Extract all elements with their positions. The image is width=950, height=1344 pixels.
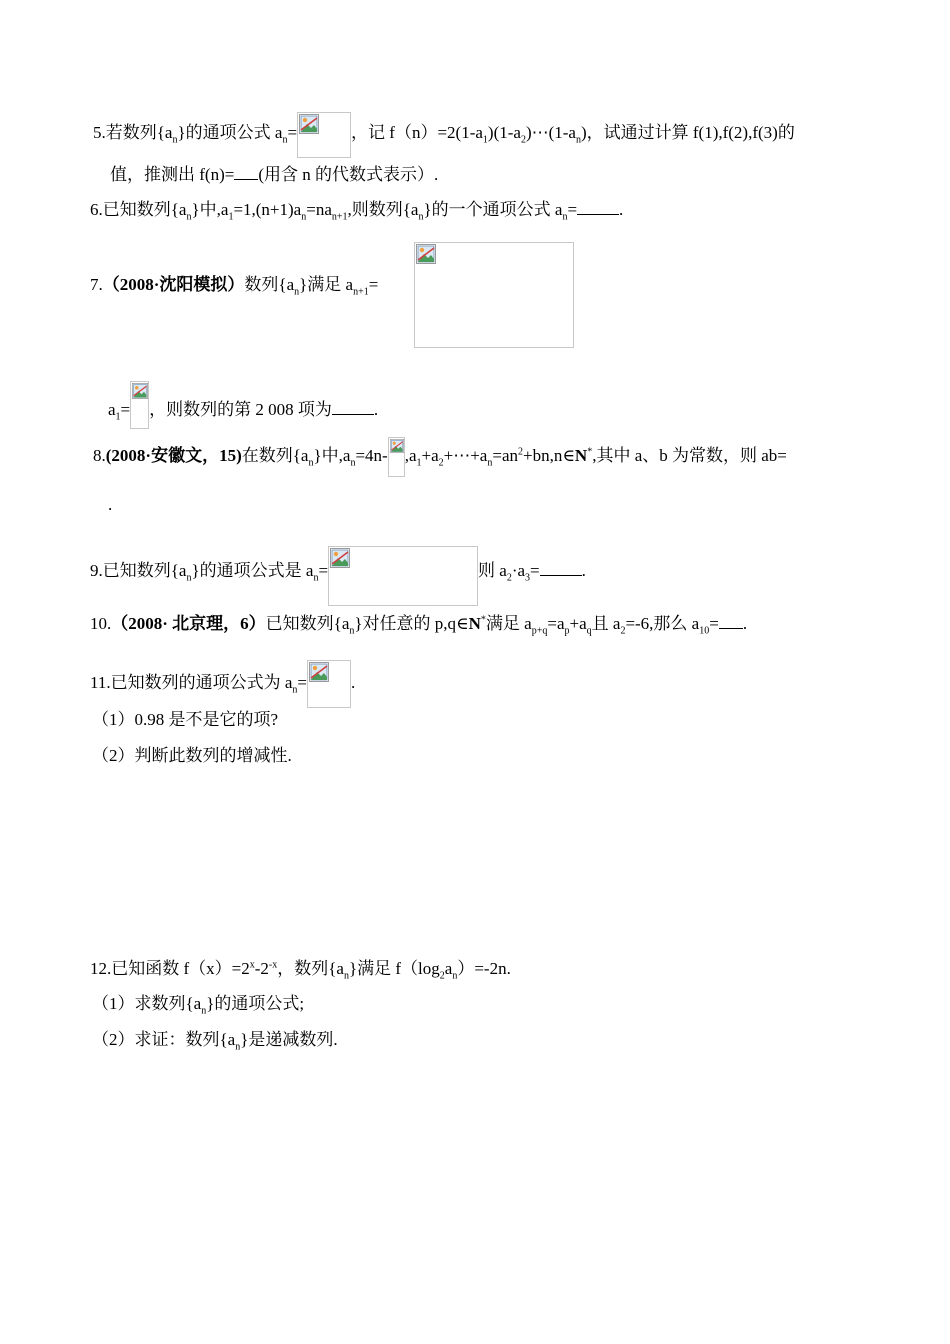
- broken-image-icon: [390, 439, 404, 453]
- question-12-part-1: （1）求数列$\{a_n\}$的通项公式;: [92, 994, 305, 1017]
- formula-image-q7-initial: [130, 381, 149, 429]
- question-12-part-2: （2）求证：数列$\{a_n\}$是递减数列.: [92, 1030, 338, 1053]
- broken-image-icon: [309, 662, 329, 682]
- formula-image-q5: [297, 112, 351, 158]
- broken-image-icon: [330, 548, 350, 568]
- broken-image-icon: [132, 383, 148, 399]
- question-9: 9.已知数列$\{a_n\}$的通项公式是 $a_n=$ 则 $a_2\cdot a_3=$ .: [90, 546, 586, 606]
- q8-source: (2008·安徽文，15): [105, 446, 242, 465]
- formula-image-q7-recurrence: [414, 242, 574, 348]
- question-11-part-1: （1）0.98 是不是它的项?: [92, 710, 279, 729]
- question-6: 6.已知数列$\{a_n\}$中$,a_1=1,(n+1)a_n=na_{n+1}$,则数列$\{a_n\}$的一个通项公式 $a_n=$ .: [90, 200, 624, 223]
- question-7-line-2: $a_1=$ ，则数列的第 2 008 项为 .: [108, 381, 378, 429]
- question-7: 7.（2008·沈阳模拟）数列$\{a_n\}$满足 $a_{n+1}=$: [90, 275, 379, 298]
- answer-blank: [719, 614, 743, 629]
- q7-source: （2008·沈阳模拟）: [102, 275, 245, 294]
- answer-blank: [234, 165, 258, 180]
- question-10: 10.（2008· 北京理，6）已知数列$\{a_n\}$对任意的 p,q∈N*满足 $a_{p+q}=a_p+a_q$且 $a_2=-6$,那么 $a_{10}=$ .: [90, 614, 748, 637]
- answer-blank: [540, 561, 582, 576]
- answer-blank: [332, 400, 374, 415]
- formula-image-q8: [388, 437, 405, 477]
- q5-number: 5.: [93, 123, 106, 142]
- question-5-line-2: 值，推测出 f(n)= (用含 n 的代数式表示）.: [110, 165, 439, 184]
- question-5: 5.若数列$\{a_n\}$的通项公式 $a_n=$ ，记 $f(n)=2(1-a_1)(1-a_2)\cdots(1-a_n)$，试通过计算 f(1),f(2),f(3)的: [93, 112, 795, 158]
- broken-image-icon: [416, 244, 436, 264]
- question-11-part-2: （2）判断此数列的增减性.: [92, 746, 292, 765]
- question-12: 12.已知函数 $f(x)=2^x-2^{-x}$，数列$\{a_n\}$满足 $f(\log_2a_n)=-2n$.: [90, 959, 511, 982]
- formula-image-q11: [307, 660, 351, 708]
- question-8-line-2: .: [108, 495, 113, 514]
- answer-blank: [577, 200, 619, 215]
- formula-image-q9: [328, 546, 478, 606]
- q10-source: （2008· 北京理，6）: [111, 614, 266, 633]
- question-8: 8.(2008·安徽文，15)在数列$\{a_n\}$中$,a_n=4n-$ $,a_1+a_2+\cdots+a_n=an^2+bn,n\in N^*$,其中 a、b 为常数，则 ab=: [93, 437, 787, 477]
- broken-image-icon: [299, 114, 319, 134]
- question-11: 11.已知数列的通项公式为 $a_n=$ .: [90, 660, 355, 708]
